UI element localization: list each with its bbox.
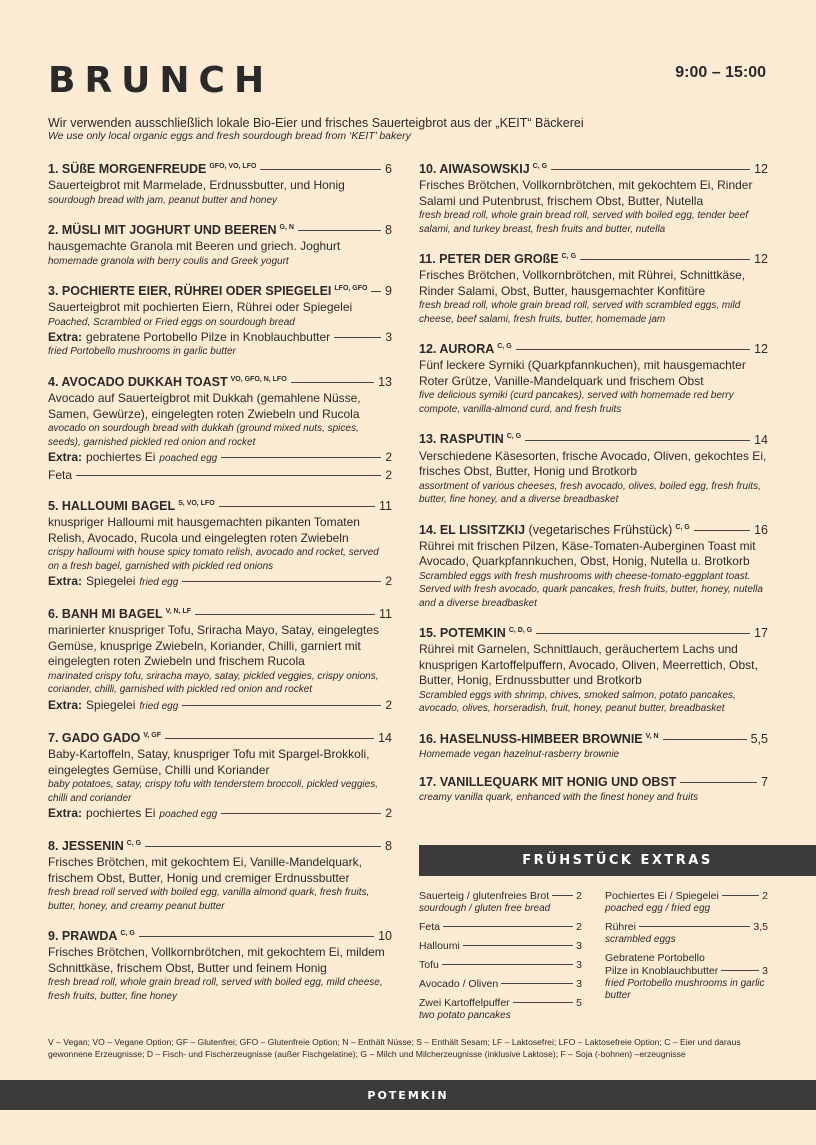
allergen-tags: V, N, LF bbox=[165, 608, 192, 616]
extra-text: gebratene Portobello Pilze in Knoblauchbutter bbox=[86, 330, 331, 345]
extra-item-price: 3 bbox=[576, 978, 582, 990]
extra-item bbox=[419, 890, 582, 915]
item-name-text: 13. RASPUTIN bbox=[419, 432, 504, 447]
leader-line bbox=[513, 1002, 573, 1003]
item-name-text: 1. SÜßE MORGENFREUDE bbox=[48, 162, 207, 177]
extra-item-name: Zwei Kartoffelpuffer bbox=[419, 997, 510, 1009]
menu-item bbox=[48, 158, 392, 207]
item-name bbox=[48, 219, 294, 239]
leader-line bbox=[516, 349, 750, 350]
item-name bbox=[419, 519, 690, 539]
extra-item bbox=[605, 890, 768, 915]
allergen-tags: C, D, G bbox=[508, 627, 533, 635]
extra-option bbox=[48, 449, 392, 467]
item-name-text: 9. PRAWDA bbox=[48, 929, 118, 944]
item-header bbox=[48, 280, 392, 300]
item-description-en: Poached, Scrambled or Fried eggs on sourdough bread bbox=[48, 316, 295, 328]
extra-item-row bbox=[419, 959, 582, 972]
extra-item-price: 3 bbox=[576, 959, 582, 971]
item-description-en: fresh bread roll served with boiled egg, vanilla almond quark, fresh fruits, butter, honey, and creamy peanut butter bbox=[48, 887, 370, 912]
extra-price: 2 bbox=[385, 468, 392, 483]
allergen-legend: V – Vegan; VO – Vegane Option; GF – Glutenfrei; GFO – Glutenfreie Option; N – Enthält Nüsse; S – Enthält Sesam; LF – Laktosefrei; LFO – Laktosefreie Option; C – Eier und daraus gewonnene Erzeugnisse; D – Fisch- und Fischerzeugnisse (außer Fischgelatine); G – Milch und Milcherzeugnisse (inklusive Laktose); F – Soja (-bohnen) –erzeugnisse bbox=[48, 1037, 741, 1059]
item-name bbox=[48, 495, 215, 515]
item-header bbox=[419, 158, 768, 178]
extra-text-en: poached egg bbox=[159, 809, 218, 821]
extra-item-prefix: Gebratene Portobello bbox=[605, 952, 705, 964]
menu-item bbox=[48, 603, 392, 715]
menu-item bbox=[419, 158, 768, 236]
item-header bbox=[48, 727, 392, 747]
item-name-text: 12. AURORA bbox=[419, 342, 495, 357]
leader-line bbox=[76, 475, 381, 476]
leader-line bbox=[291, 382, 374, 383]
extras-column-a bbox=[419, 890, 582, 1024]
right-column bbox=[419, 158, 768, 816]
menu-item bbox=[419, 428, 768, 506]
opening-hours: 9:00 – 15:00 bbox=[675, 64, 766, 81]
extra-sub: fried Portobello mushrooms in garlic butter bbox=[48, 346, 236, 358]
extra-text: Feta bbox=[48, 468, 73, 483]
leader-line bbox=[536, 633, 750, 634]
allergen-tags: G, N bbox=[279, 224, 294, 232]
menu-item bbox=[48, 280, 392, 359]
item-header bbox=[419, 622, 768, 642]
item-name bbox=[48, 835, 141, 855]
item-name-text: 5. HALLOUMI BAGEL bbox=[48, 499, 176, 514]
extra-text-en: fried egg bbox=[139, 700, 179, 712]
menu-item bbox=[48, 371, 392, 483]
extra-text: pochiertes Ei bbox=[86, 450, 156, 465]
leader-line bbox=[501, 983, 573, 984]
item-description-en: Scrambled eggs with shrimp, chives, smoked salmon, potato pancakes, avocado, olives, horseradish, fruit, honey, peanut butter, breadbasket bbox=[419, 689, 736, 715]
menu-title: BRUNCH bbox=[48, 60, 274, 101]
item-description-de: Frisches Brötchen, Vollkornbrötchen, mit Rührei, Schnittkäse, Rinder Salami, Obst, Butter, hausgemachter Konfitüre bbox=[419, 268, 746, 298]
item-name-text: 7. GADO GADO bbox=[48, 731, 141, 746]
extra-price: 2 bbox=[385, 697, 392, 712]
extra-item-sub: fried Portobello mushrooms in garlic butter bbox=[605, 978, 765, 1001]
extra-text-en: poached egg bbox=[159, 453, 218, 465]
allergen-tags: C, G bbox=[561, 253, 577, 261]
extra-item-row bbox=[605, 921, 768, 934]
item-description-en: fresh bread roll, whole grain bread roll, served with scrambled eggs, mild cheese, beef salami, fresh fruits, butter, homemade jam bbox=[419, 300, 741, 325]
extra-label: Extra: bbox=[48, 806, 83, 821]
extra-item-name: Tofu bbox=[419, 959, 439, 971]
leader-line bbox=[182, 705, 381, 706]
item-name-text: 14. EL LISSITZKIJ bbox=[419, 522, 526, 537]
item-description-de: hausgemachte Granola mit Beeren und griech. Joghurt bbox=[48, 239, 341, 254]
item-description-de: Sauerteigbrot mit pochierten Eiern, Rührei oder Spiegelei bbox=[48, 300, 353, 315]
leader-line bbox=[334, 337, 381, 338]
item-price: 12 bbox=[754, 162, 768, 177]
extra-item-name: Sauerteig / glutenfreies Brot bbox=[419, 890, 550, 902]
extra-item-row bbox=[419, 940, 582, 953]
extra-label: Extra: bbox=[48, 450, 83, 465]
item-description-de: Frisches Brötchen, Vollkornbrötchen, mit gekochtem Ei, mildem Schnittkäse, frischem Obst, Butter und feinem Honig bbox=[48, 945, 385, 975]
item-price: 9 bbox=[385, 284, 392, 299]
item-description-de: Fünf leckere Syrniki (Quarkpfannkuchen), mit hausgemachter Roter Grütze, Vanille-Mandelquark und frischem Obst bbox=[419, 358, 746, 388]
menu-item bbox=[48, 835, 392, 913]
allergen-tags: C, G bbox=[506, 433, 522, 441]
item-description-en: marinated crispy tofu, sriracha mayo, satay, pickled veggies, crispy onions, coriander, chilli, garnished with pickled red onion and rocket bbox=[48, 670, 379, 696]
item-description-de: Sauerteigbrot mit Marmelade, Erdnussbutter, und Honig bbox=[48, 178, 345, 193]
leader-line bbox=[463, 945, 573, 946]
item-price: 12 bbox=[754, 342, 768, 357]
item-header bbox=[48, 495, 392, 515]
extra-text: pochiertes Ei bbox=[86, 806, 156, 821]
allergen-tags: C, G bbox=[120, 930, 135, 938]
menu-item bbox=[419, 248, 768, 326]
extra-item-sub: two potato pancakes bbox=[419, 1010, 511, 1021]
menu-item bbox=[48, 495, 392, 591]
item-description-en: fresh bread roll, whole grain bread roll, served with boiled egg, mild cheese, fresh fruits, butter, fine honey bbox=[48, 977, 383, 1002]
leader-line bbox=[165, 738, 374, 739]
item-name-text: 2. MÜSLI MIT JOGHURT UND BEEREN bbox=[48, 223, 277, 238]
footer-bar bbox=[0, 1080, 816, 1110]
intro bbox=[48, 116, 768, 143]
item-description-en: baby potatoes, satay, crispy tofu with tenderstem broccoli, pickled veggies, chilli and coriander bbox=[48, 779, 378, 804]
leader-line bbox=[219, 506, 375, 507]
item-name bbox=[48, 603, 191, 623]
extra-item-sub: scrambled eggs bbox=[605, 934, 676, 945]
item-header bbox=[48, 219, 392, 239]
extra-option bbox=[48, 573, 392, 591]
item-header bbox=[419, 774, 768, 791]
extra-item-name: Pilze in Knoblauchbutter bbox=[605, 965, 719, 977]
extra-item-price: 5 bbox=[576, 997, 582, 1009]
extra-option bbox=[48, 697, 392, 715]
item-description-en: Scrambled eggs with fresh mushrooms with cheese-tomato-eggplant toast. Served with fresh avocado, quark pancakes, fresh fruits, butter, honey, nutella and a diverse breadbasket bbox=[419, 570, 763, 609]
item-description-en: fresh bread roll, whole grain bread roll, served with boiled egg, tender beef salami, and turkey breast, fresh fruits and butter, nutella bbox=[419, 210, 749, 235]
leader-line bbox=[525, 440, 750, 441]
extras-section-title: FRÜHSTÜCK EXTRAS bbox=[419, 845, 816, 876]
item-description-de: Frisches Brötchen, mit gekochtem Ei, Vanille-Mandelquark, frischem Obst, Butter, Honig und cremiger Erdnussbutter bbox=[48, 855, 362, 885]
extra-item-price: 3 bbox=[762, 965, 768, 977]
item-name-text: 6. BANH MI BAGEL bbox=[48, 607, 163, 622]
leader-line bbox=[551, 169, 750, 170]
extra-price: 3 bbox=[385, 330, 392, 345]
item-price: 12 bbox=[754, 252, 768, 267]
extra-label: Extra: bbox=[48, 697, 83, 712]
item-name bbox=[48, 158, 256, 178]
leader-line bbox=[722, 895, 759, 896]
item-price: 8 bbox=[385, 223, 392, 238]
item-description-en: creamy vanilla quark, enhanced with the finest honey and fruits bbox=[419, 791, 699, 803]
leader-line bbox=[221, 813, 381, 814]
left-column bbox=[48, 158, 392, 1015]
allergen-tags: V, GF bbox=[143, 731, 162, 739]
item-name-text: 16. HASELNUSS-HIMBEER BROWNIE bbox=[419, 732, 643, 747]
extra-item-price: 3,5 bbox=[753, 921, 768, 933]
leader-line bbox=[694, 530, 750, 531]
item-price: 8 bbox=[385, 839, 392, 854]
extra-item-row bbox=[419, 921, 582, 934]
menu-item bbox=[419, 728, 768, 762]
extra-item-row bbox=[419, 890, 582, 903]
item-description-de: Frisches Brötchen, Vollkornbrötchen, mit gekochtem Ei, Rinder Salami und Putenbrust, frischem Obst, Butter, Nutella bbox=[419, 178, 753, 208]
item-name-text: 15. POTEMKIN bbox=[419, 626, 506, 641]
item-description-en: assortment of various cheeses, fresh avocado, olives, boiled egg, fresh fruits, butter, fine honey, and a diverse breadbasket bbox=[419, 480, 761, 506]
item-name-text: 11. PETER DER GROßE bbox=[419, 252, 559, 267]
menu-item bbox=[419, 622, 768, 716]
item-name bbox=[419, 338, 512, 358]
allergen-tags: C, G bbox=[532, 163, 548, 170]
item-description-de: knuspriger Halloumi mit hausgemachten pikanten Tomaten Relish, Avocado, Rucola und eingelegten roten Zwiebeln bbox=[48, 515, 360, 545]
extra-item-name: Feta bbox=[419, 921, 441, 933]
extra-item bbox=[605, 921, 768, 946]
allergen-tags: VO, GFO, N, LFO bbox=[230, 375, 287, 383]
extra-item bbox=[419, 997, 582, 1022]
extra-item bbox=[419, 940, 582, 953]
item-price: 6 bbox=[385, 162, 392, 177]
extra-text-en: fried egg bbox=[139, 577, 179, 589]
extra-price: 2 bbox=[385, 574, 392, 589]
extra-item-price: 2 bbox=[762, 890, 768, 902]
extra-item-name: Avocado / Oliven bbox=[419, 978, 499, 990]
intro-de: Wir verwenden ausschließlich lokale Bio-Eier und frisches Sauerteigbrot aus der „KEIT“ Bäckerei bbox=[48, 116, 584, 130]
extra-label: Extra: bbox=[48, 574, 83, 589]
footer-brand: POTEMKIN bbox=[367, 1088, 449, 1102]
menu-item bbox=[419, 774, 768, 805]
extra-option bbox=[48, 329, 392, 345]
item-name bbox=[419, 248, 576, 268]
item-price: 10 bbox=[378, 929, 392, 944]
leader-line bbox=[721, 970, 759, 971]
item-name bbox=[419, 158, 547, 178]
item-name-text: 8. JESSENIN bbox=[48, 839, 124, 854]
extra-label: Extra: bbox=[48, 330, 83, 345]
item-name-text: 17. VANILLEQUARK MIT HONIG UND OBST bbox=[419, 774, 677, 789]
item-price: 13 bbox=[378, 375, 392, 390]
item-header bbox=[48, 371, 392, 391]
item-name bbox=[48, 727, 161, 747]
item-name bbox=[419, 774, 676, 791]
item-name-text: 4. AVOCADO DUKKAH TOAST bbox=[48, 375, 228, 390]
item-name bbox=[48, 371, 287, 391]
item-description-de: Rührei mit Garnelen, Schnittlauch, geräuchertem Lachs und knusprigen Kartoffelpuffern, Avocado, Oliven, Meerrettich, Obst, Butter, Honig, Erdnussbutter und Brotkorb bbox=[419, 642, 758, 688]
item-price: 14 bbox=[754, 432, 768, 447]
extra-item-price: 2 bbox=[576, 921, 582, 933]
extra-option bbox=[48, 467, 392, 483]
item-name-text: 3. POCHIERTE EIER, RÜHREI ODER SPIEGELEI bbox=[48, 284, 332, 299]
extra-item bbox=[419, 959, 582, 972]
allergen-tags: LFO, GFO bbox=[334, 285, 368, 293]
extra-item-row bbox=[605, 965, 768, 978]
item-name bbox=[419, 728, 659, 748]
item-price: 17 bbox=[754, 626, 768, 641]
allergen-tags: C, G bbox=[126, 840, 142, 848]
extra-option bbox=[48, 805, 392, 823]
item-price: 11 bbox=[379, 499, 392, 514]
item-header bbox=[419, 519, 768, 539]
leader-line bbox=[580, 259, 750, 260]
extra-item bbox=[419, 921, 582, 934]
extra-item-price: 2 bbox=[576, 890, 582, 902]
item-description-de: Avocado auf Sauerteigbrot mit Dukkah (gemahlene Nüsse, Samen, Gewürze), eingelegten roten Zwiebeln und Rucola bbox=[48, 391, 361, 421]
item-description-en: sourdough bread with jam, peanut butter and honey bbox=[48, 194, 278, 206]
item-header bbox=[48, 925, 392, 945]
extra-item-row bbox=[605, 890, 768, 903]
menu-item bbox=[419, 519, 768, 611]
leader-line bbox=[680, 782, 757, 783]
footer-stripe bbox=[612, 1079, 816, 1080]
extra-price: 2 bbox=[385, 806, 392, 821]
item-name-text: 10. AIWASOWSKIJ bbox=[419, 162, 530, 177]
leader-line bbox=[552, 895, 573, 896]
menu-item bbox=[419, 338, 768, 416]
intro-en: We use only local organic eggs and fresh sourdough bread from ‘KEIT’ bakery bbox=[48, 130, 411, 142]
item-description-en: Homemade vegan hazelnut-rasberry brownie bbox=[419, 749, 620, 761]
leader-line bbox=[139, 936, 374, 937]
extra-item-name: Pochiertes Ei / Spiegelei bbox=[605, 890, 719, 902]
leader-line bbox=[371, 291, 381, 292]
item-header bbox=[419, 728, 768, 748]
item-header bbox=[419, 428, 768, 448]
leader-line bbox=[182, 581, 381, 582]
leader-line bbox=[221, 457, 381, 458]
item-description-en: five delicious syrniki (curd pancakes), served with homemade red berry compote, vanilla-almond curd, and fresh fruits bbox=[419, 390, 734, 415]
extra-item-sub: sourdough / gluten free bread bbox=[419, 903, 551, 914]
item-header bbox=[419, 248, 768, 268]
leader-line bbox=[260, 169, 381, 170]
extra-price: 2 bbox=[385, 450, 392, 465]
extra-item-row bbox=[419, 997, 582, 1010]
extra-item-price: 3 bbox=[576, 940, 582, 952]
item-description-en: avocado on sourdough bread with dukkah (ground mixed nuts, spices, seeds), garnished pickled red onion and rocket bbox=[48, 423, 359, 448]
allergen-tags: S, VO, LFO bbox=[178, 500, 215, 508]
extra-item-name: Halloumi bbox=[419, 940, 460, 952]
item-name bbox=[48, 925, 135, 945]
item-name bbox=[419, 428, 521, 448]
item-description-en: homemade granola with berry coulis and Greek yogurt bbox=[48, 255, 289, 267]
extra-item bbox=[419, 978, 582, 991]
leader-line bbox=[443, 926, 573, 927]
item-price: 11 bbox=[379, 607, 392, 622]
allergen-tags: GFO, VO, LFO bbox=[209, 163, 257, 170]
menu-item bbox=[48, 219, 392, 268]
extra-item-name: Rührei bbox=[605, 921, 636, 933]
extra-item-row bbox=[419, 978, 582, 991]
item-header bbox=[48, 158, 392, 178]
item-description-en: crispy halloumi with house spicy tomato relish, avocado and rocket, served on a fresh bagel, garnished with pickled red onions bbox=[48, 547, 379, 572]
allergen-tags: C, G bbox=[675, 523, 690, 531]
menu-item bbox=[48, 727, 392, 823]
item-header bbox=[48, 603, 392, 623]
leader-line bbox=[442, 964, 573, 965]
leader-line bbox=[639, 926, 750, 927]
item-note: (vegetarisches Frühstück) bbox=[528, 522, 673, 537]
item-name bbox=[419, 622, 532, 642]
extra-item bbox=[605, 952, 768, 1002]
item-price: 7 bbox=[761, 774, 768, 789]
item-price: 5,5 bbox=[750, 732, 768, 747]
item-name bbox=[48, 280, 367, 300]
leader-line bbox=[145, 846, 381, 847]
extra-text: Spiegelei bbox=[86, 574, 136, 589]
item-header bbox=[419, 338, 768, 358]
extra-text: Spiegelei bbox=[86, 697, 136, 712]
allergen-tags: V, N bbox=[645, 732, 659, 740]
item-price: 16 bbox=[754, 522, 768, 537]
menu-item bbox=[48, 925, 392, 1003]
item-description-de: marinierter knuspriger Tofu, Sriracha Mayo, Satay, eingelegtes Gemüse, knusprige Zwiebeln, Koriander, Chilli, garniert mit eingelegten roten Zwiebeln und frischem Rucola bbox=[48, 623, 380, 669]
item-header bbox=[48, 835, 392, 855]
item-description-de: Rührei mit frischen Pilzen, Käse-Tomaten-Auberginen Toast mit Avocado, Quarkpfannkuchen, Obst, Honig, Nutella u. Brotkorb bbox=[419, 538, 756, 569]
leader-line bbox=[195, 614, 375, 615]
extras-column-b bbox=[605, 890, 768, 1004]
extra-item-sub: poached egg / fried egg bbox=[605, 903, 711, 914]
item-description-de: Verschiedene Käsesorten, frische Avocado, Oliven, gekochtes Ei, frisches Obst, Butter, Honig und Brotkorb bbox=[419, 448, 767, 479]
allergen-tags: C, G bbox=[497, 343, 512, 351]
leader-line bbox=[298, 230, 381, 231]
item-price: 14 bbox=[378, 731, 392, 746]
item-description-de: Baby-Kartoffeln, Satay, knuspriger Tofu mit Spargel-Brokkoli, eingelegtes Gemüse, Chilli und Koriander bbox=[48, 747, 370, 777]
leader-line bbox=[663, 739, 747, 740]
